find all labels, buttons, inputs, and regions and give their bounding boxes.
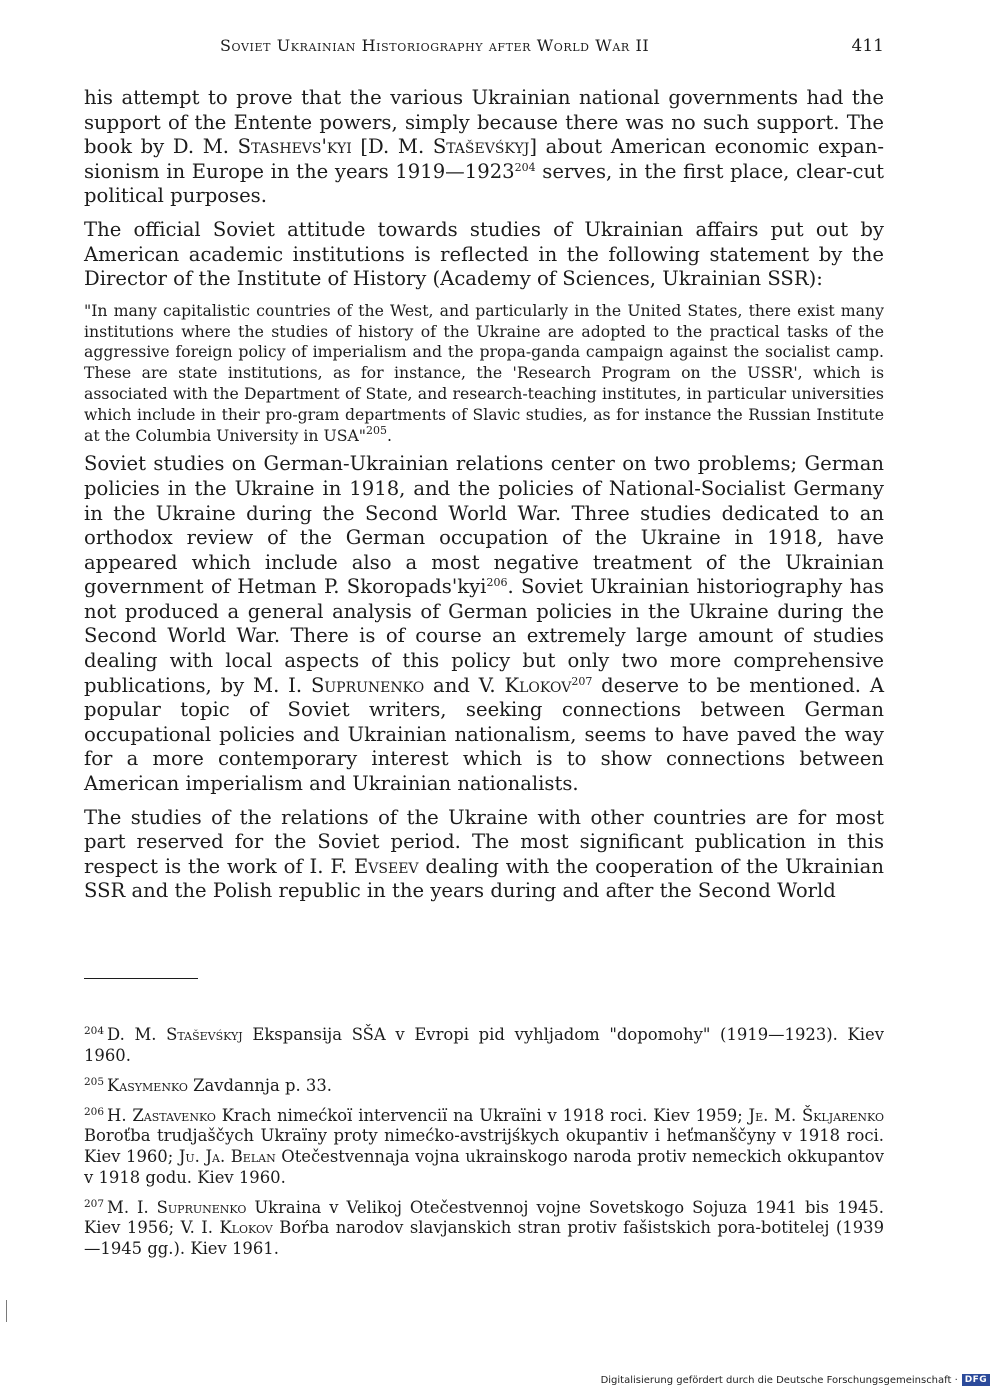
author-name: Klokov [504, 673, 572, 697]
text-run: dealing with the cooperation of the Ukrainian SSR and the Polish republic in the years during and after the Second World [84, 854, 884, 903]
footnote-ref-204: 204 [514, 160, 536, 174]
footnote-text: Boŕba narodov slavjanskich stran protiv fašistskich pora-botitelej (1939—1945 gg.). Kiev 1961. [84, 1218, 885, 1258]
footnote-text: Boroťba trudjaščych Ukraïny proty nimećko-avstrijśkych okupantiv i heťmanščyny v 1918 roci. Kiev 1960; [84, 1126, 884, 1166]
footnote-text: Ukraina v Velikoj Otečestvennoj vojne Sovetskogo Sojuza 1941 bis 1945. Kiev 1956; V. I. [84, 1197, 884, 1238]
author-name: Stashevs'kyi [237, 135, 352, 159]
paragraph-2: The official Soviet attitude towards studies of Ukrainian affairs put out by American academic institutions is reflected in the following statement by the Director of the Institute of History (Academy of Sciences, Ukrainian SSR): [84, 217, 884, 291]
body-text [84, 86, 884, 913]
paragraph-4 [84, 806, 884, 904]
quote-text: "In many capitalistic countries of the West, and particularly in the United States, there exist many institutions where the studies of history of the Ukraine are adopted to the practical tasks of the aggressive foreign policy of imperialism and the propa-ganda campaign against the socialist camp. These are state institutions, as for instance, the 'Research Program on the USSR', which is associated with the Department of State, and research-teaching institutes, in particular universities which include in their pro-gram departments of Slavic studies, as for instance the Russian Institute at the Columbia University in USA" [84, 300, 884, 445]
text-run: Soviet studies on German-Ukrainian relations center on two problems; German policies in the Ukraine in 1918, and the policies of National-Socialist Germany in the Ukraine during the Second World War. Three studies dedicated to an orthodox review of the German occupation of the Ukraine in 1918, have appeared which include also a most negative treatment of the Ukrainian government of Hetman P. Skoropads'kyi [84, 452, 884, 599]
text-run: The studies of the relations of the Ukraine with other countries are for most part reserved for the Soviet period. The most significant publication in this respect is the work of I. F. [84, 805, 884, 878]
text-run: . [387, 425, 392, 445]
paragraph-1 [84, 86, 884, 209]
author-name: Klokov [219, 1218, 273, 1238]
footnote-number: 205 [84, 1075, 105, 1088]
dfg-logo-icon: DFG [962, 1374, 990, 1386]
footnote-ref-205: 205 [366, 423, 387, 437]
author-name: Je. M. Škljarenko [748, 1105, 884, 1125]
text-run: deserve to be mentioned. A popular topic of Soviet writers, seeking connections between German occupational policies and Ukrainian nationalism, seems to have paved the way for a more contemporary interest which is to show connections between American imperialism and Ukrainian nationalists. [84, 673, 884, 796]
digitization-notice [601, 1374, 990, 1386]
author-name: H. Zastavenko [107, 1105, 216, 1125]
block-quote [84, 301, 884, 447]
footnote-text: Krach nimećkoï intervenciï na Ukraïni v 1918 roci. Kiev 1959; [215, 1105, 749, 1125]
footnote-divider [84, 978, 198, 979]
footnote-text: Otečestvennaja vojna ukrainskogo naroda protiv nemeckich okkupantov v 1918 godu. Kiev 1960. [84, 1146, 884, 1187]
author-name: Kasymenko [107, 1075, 188, 1095]
footnote-207 [84, 1198, 884, 1260]
text-run: [D. M. [351, 135, 433, 159]
text-run: and V. [424, 673, 505, 697]
author-name: M. I. Suprunenko [107, 1197, 247, 1217]
author-name: D. M. Staševśkyj [107, 1025, 243, 1044]
page-number: 411 [851, 36, 884, 56]
digitization-text: Digitalisierung gefördert durch die Deutsche Forschungsgemeinschaft · [600, 1374, 958, 1386]
author-name: Suprunenko [310, 673, 425, 697]
footnotes [84, 1025, 884, 1269]
scan-margin-mark [6, 1300, 7, 1322]
footnote-ref-207: 207 [571, 674, 593, 688]
footnote-204 [84, 1025, 884, 1066]
footnote-text: Zavdannja p. 33. [187, 1075, 332, 1095]
footnote-206 [84, 1106, 884, 1188]
running-title: Soviet Ukrainian Historiography after World War II [220, 36, 650, 55]
author-name: Staševśkyj [432, 135, 530, 159]
footnote-205 [84, 1076, 884, 1097]
running-header [84, 36, 884, 60]
text-run: . Soviet Ukrainian historiography has not produced a general analysis of German policies in the Ukraine during the Second World War. There is of course an extremely large amount of studies dealing with local aspects of this policy but only two more comprehensive publications, by M. I. [84, 575, 884, 697]
paragraph-3 [84, 452, 884, 796]
author-name: Ju. Ja. Belan [178, 1146, 276, 1166]
footnote-number: 204 [84, 1025, 105, 1037]
text-run: his attempt to prove that the various Ukrainian national governments had the support of the Entente powers, simply because there was no such support. The book by D. M. [84, 86, 884, 159]
footnote-number: 207 [84, 1197, 105, 1210]
text-run: ] about American economic expan-sionism in Europe in the years 1919—1923 [84, 135, 884, 183]
text-run: serves, in the first place, clear-cut political purposes. [84, 159, 884, 208]
footnote-ref-206: 206 [486, 576, 508, 590]
footnote-number: 206 [84, 1105, 105, 1118]
footnote-text: Ekspansija SŠA v Evropi pid vyhljadom "dopomohy" (1919—1923). Kiev 1960. [84, 1025, 884, 1065]
author-name: Evseev [353, 854, 419, 878]
